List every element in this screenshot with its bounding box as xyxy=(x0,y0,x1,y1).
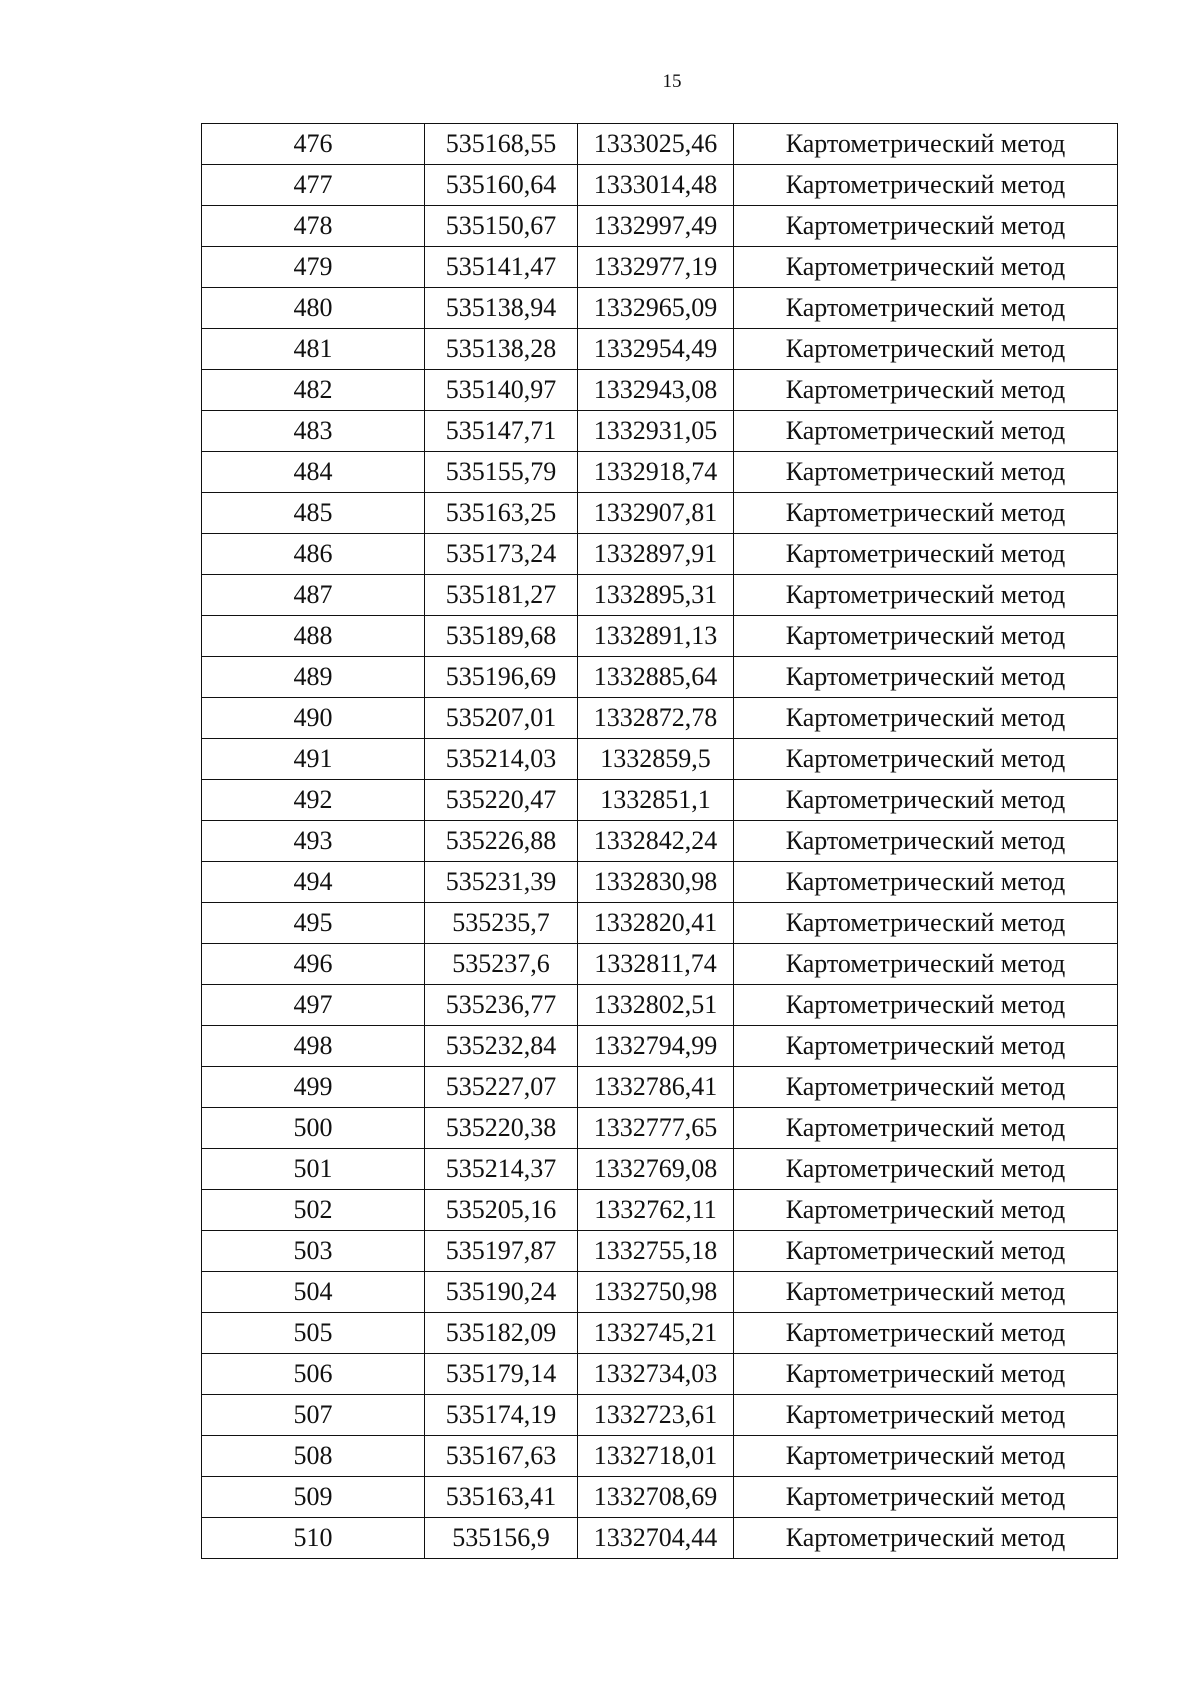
y-coordinate-cell: 1332830,98 xyxy=(578,862,734,903)
table-row xyxy=(202,944,1118,985)
point-number-cell: 477 xyxy=(202,165,425,206)
table-row xyxy=(202,985,1118,1026)
method-cell: Картометрический метод xyxy=(734,124,1118,165)
table-row xyxy=(202,821,1118,862)
x-coordinate-cell: 535141,47 xyxy=(425,247,578,288)
method-cell: Картометрический метод xyxy=(734,370,1118,411)
x-coordinate-cell: 535181,27 xyxy=(425,575,578,616)
x-coordinate-cell: 535168,55 xyxy=(425,124,578,165)
point-number-cell: 476 xyxy=(202,124,425,165)
method-cell: Картометрический метод xyxy=(734,411,1118,452)
point-number-cell: 487 xyxy=(202,575,425,616)
point-number-cell: 494 xyxy=(202,862,425,903)
table-row xyxy=(202,903,1118,944)
y-coordinate-cell: 1332708,69 xyxy=(578,1477,734,1518)
point-number-cell: 502 xyxy=(202,1190,425,1231)
method-cell: Картометрический метод xyxy=(734,452,1118,493)
point-number-cell: 495 xyxy=(202,903,425,944)
x-coordinate-cell: 535163,25 xyxy=(425,493,578,534)
point-number-cell: 501 xyxy=(202,1149,425,1190)
y-coordinate-cell: 1332704,44 xyxy=(578,1518,734,1559)
table-row xyxy=(202,1518,1118,1559)
method-cell: Картометрический метод xyxy=(734,780,1118,821)
point-number-cell: 505 xyxy=(202,1313,425,1354)
x-coordinate-cell: 535237,6 xyxy=(425,944,578,985)
y-coordinate-cell: 1332718,01 xyxy=(578,1436,734,1477)
point-number-cell: 508 xyxy=(202,1436,425,1477)
method-cell: Картометрический метод xyxy=(734,1313,1118,1354)
table-row xyxy=(202,329,1118,370)
x-coordinate-cell: 535226,88 xyxy=(425,821,578,862)
table-row xyxy=(202,1272,1118,1313)
y-coordinate-cell: 1332891,13 xyxy=(578,616,734,657)
x-coordinate-cell: 535138,28 xyxy=(425,329,578,370)
table-row xyxy=(202,1313,1118,1354)
point-number-cell: 498 xyxy=(202,1026,425,1067)
x-coordinate-cell: 535220,38 xyxy=(425,1108,578,1149)
method-cell: Картометрический метод xyxy=(734,1026,1118,1067)
y-coordinate-cell: 1333025,46 xyxy=(578,124,734,165)
method-cell: Картометрический метод xyxy=(734,821,1118,862)
method-cell: Картометрический метод xyxy=(734,1067,1118,1108)
y-coordinate-cell: 1332762,11 xyxy=(578,1190,734,1231)
y-coordinate-cell: 1332755,18 xyxy=(578,1231,734,1272)
table-row xyxy=(202,1231,1118,1272)
point-number-cell: 493 xyxy=(202,821,425,862)
y-coordinate-cell: 1332745,21 xyxy=(578,1313,734,1354)
y-coordinate-cell: 1332786,41 xyxy=(578,1067,734,1108)
point-number-cell: 478 xyxy=(202,206,425,247)
point-number-cell: 499 xyxy=(202,1067,425,1108)
x-coordinate-cell: 535179,14 xyxy=(425,1354,578,1395)
point-number-cell: 507 xyxy=(202,1395,425,1436)
x-coordinate-cell: 535163,41 xyxy=(425,1477,578,1518)
x-coordinate-cell: 535205,16 xyxy=(425,1190,578,1231)
method-cell: Картометрический метод xyxy=(734,1190,1118,1231)
table-row xyxy=(202,1108,1118,1149)
x-coordinate-cell: 535156,9 xyxy=(425,1518,578,1559)
y-coordinate-cell: 1332931,05 xyxy=(578,411,734,452)
method-cell: Картометрический метод xyxy=(734,1354,1118,1395)
y-coordinate-cell: 1332885,64 xyxy=(578,657,734,698)
point-number-cell: 479 xyxy=(202,247,425,288)
y-coordinate-cell: 1332965,09 xyxy=(578,288,734,329)
point-number-cell: 490 xyxy=(202,698,425,739)
method-cell: Картометрический метод xyxy=(734,493,1118,534)
x-coordinate-cell: 535207,01 xyxy=(425,698,578,739)
x-coordinate-cell: 535182,09 xyxy=(425,1313,578,1354)
point-number-cell: 496 xyxy=(202,944,425,985)
y-coordinate-cell: 1332872,78 xyxy=(578,698,734,739)
table-row xyxy=(202,452,1118,493)
x-coordinate-cell: 535196,69 xyxy=(425,657,578,698)
point-number-cell: 481 xyxy=(202,329,425,370)
table-row xyxy=(202,862,1118,903)
point-number-cell: 484 xyxy=(202,452,425,493)
method-cell: Картометрический метод xyxy=(734,944,1118,985)
table-row xyxy=(202,1395,1118,1436)
method-cell: Картометрический метод xyxy=(734,1272,1118,1313)
y-coordinate-cell: 1332811,74 xyxy=(578,944,734,985)
x-coordinate-cell: 535140,97 xyxy=(425,370,578,411)
method-cell: Картометрический метод xyxy=(734,903,1118,944)
y-coordinate-cell: 1332842,24 xyxy=(578,821,734,862)
table-row xyxy=(202,165,1118,206)
x-coordinate-cell: 535138,94 xyxy=(425,288,578,329)
table-row xyxy=(202,1026,1118,1067)
method-cell: Картометрический метод xyxy=(734,1436,1118,1477)
point-number-cell: 491 xyxy=(202,739,425,780)
point-number-cell: 489 xyxy=(202,657,425,698)
x-coordinate-cell: 535197,87 xyxy=(425,1231,578,1272)
table-row xyxy=(202,1190,1118,1231)
method-cell: Картометрический метод xyxy=(734,288,1118,329)
point-number-cell: 488 xyxy=(202,616,425,657)
point-number-cell: 480 xyxy=(202,288,425,329)
table-row xyxy=(202,493,1118,534)
y-coordinate-cell: 1332802,51 xyxy=(578,985,734,1026)
method-cell: Картометрический метод xyxy=(734,616,1118,657)
x-coordinate-cell: 535167,63 xyxy=(425,1436,578,1477)
table-row xyxy=(202,370,1118,411)
y-coordinate-cell: 1332723,61 xyxy=(578,1395,734,1436)
point-number-cell: 500 xyxy=(202,1108,425,1149)
coordinates-table xyxy=(201,123,1118,1559)
table-row xyxy=(202,657,1118,698)
y-coordinate-cell: 1332820,41 xyxy=(578,903,734,944)
x-coordinate-cell: 535214,37 xyxy=(425,1149,578,1190)
table-row xyxy=(202,247,1118,288)
point-number-cell: 503 xyxy=(202,1231,425,1272)
y-coordinate-cell: 1332954,49 xyxy=(578,329,734,370)
table-row xyxy=(202,575,1118,616)
method-cell: Картометрический метод xyxy=(734,575,1118,616)
x-coordinate-cell: 535232,84 xyxy=(425,1026,578,1067)
x-coordinate-cell: 535220,47 xyxy=(425,780,578,821)
x-coordinate-cell: 535227,07 xyxy=(425,1067,578,1108)
y-coordinate-cell: 1332859,5 xyxy=(578,739,734,780)
y-coordinate-cell: 1332943,08 xyxy=(578,370,734,411)
table-row xyxy=(202,1436,1118,1477)
point-number-cell: 483 xyxy=(202,411,425,452)
table-row xyxy=(202,739,1118,780)
table-row xyxy=(202,1067,1118,1108)
table-row xyxy=(202,616,1118,657)
page-number: 15 xyxy=(662,71,682,92)
method-cell: Картометрический метод xyxy=(734,165,1118,206)
y-coordinate-cell: 1332918,74 xyxy=(578,452,734,493)
x-coordinate-cell: 535147,71 xyxy=(425,411,578,452)
point-number-cell: 510 xyxy=(202,1518,425,1559)
y-coordinate-cell: 1333014,48 xyxy=(578,165,734,206)
x-coordinate-cell: 535160,64 xyxy=(425,165,578,206)
y-coordinate-cell: 1332777,65 xyxy=(578,1108,734,1149)
x-coordinate-cell: 535155,79 xyxy=(425,452,578,493)
table-row xyxy=(202,1354,1118,1395)
method-cell: Картометрический метод xyxy=(734,985,1118,1026)
method-cell: Картометрический метод xyxy=(734,862,1118,903)
method-cell: Картометрический метод xyxy=(734,1231,1118,1272)
x-coordinate-cell: 535214,03 xyxy=(425,739,578,780)
table-row xyxy=(202,1149,1118,1190)
y-coordinate-cell: 1332750,98 xyxy=(578,1272,734,1313)
x-coordinate-cell: 535236,77 xyxy=(425,985,578,1026)
method-cell: Картометрический метод xyxy=(734,739,1118,780)
table-row xyxy=(202,411,1118,452)
point-number-cell: 497 xyxy=(202,985,425,1026)
method-cell: Картометрический метод xyxy=(734,329,1118,370)
y-coordinate-cell: 1332977,19 xyxy=(578,247,734,288)
table-row xyxy=(202,780,1118,821)
x-coordinate-cell: 535174,19 xyxy=(425,1395,578,1436)
method-cell: Картометрический метод xyxy=(734,1477,1118,1518)
y-coordinate-cell: 1332851,1 xyxy=(578,780,734,821)
point-number-cell: 485 xyxy=(202,493,425,534)
x-coordinate-cell: 535231,39 xyxy=(425,862,578,903)
method-cell: Картометрический метод xyxy=(734,1518,1118,1559)
point-number-cell: 504 xyxy=(202,1272,425,1313)
y-coordinate-cell: 1332734,03 xyxy=(578,1354,734,1395)
x-coordinate-cell: 535189,68 xyxy=(425,616,578,657)
point-number-cell: 482 xyxy=(202,370,425,411)
method-cell: Картометрический метод xyxy=(734,206,1118,247)
method-cell: Картометрический метод xyxy=(734,247,1118,288)
table-row xyxy=(202,288,1118,329)
table-row xyxy=(202,1477,1118,1518)
point-number-cell: 509 xyxy=(202,1477,425,1518)
x-coordinate-cell: 535190,24 xyxy=(425,1272,578,1313)
method-cell: Картометрический метод xyxy=(734,1149,1118,1190)
table-row xyxy=(202,206,1118,247)
point-number-cell: 506 xyxy=(202,1354,425,1395)
y-coordinate-cell: 1332897,91 xyxy=(578,534,734,575)
y-coordinate-cell: 1332895,31 xyxy=(578,575,734,616)
method-cell: Картометрический метод xyxy=(734,1108,1118,1149)
x-coordinate-cell: 535150,67 xyxy=(425,206,578,247)
y-coordinate-cell: 1332907,81 xyxy=(578,493,734,534)
method-cell: Картометрический метод xyxy=(734,534,1118,575)
table-row xyxy=(202,534,1118,575)
point-number-cell: 492 xyxy=(202,780,425,821)
y-coordinate-cell: 1332997,49 xyxy=(578,206,734,247)
method-cell: Картометрический метод xyxy=(734,1395,1118,1436)
x-coordinate-cell: 535173,24 xyxy=(425,534,578,575)
table-row xyxy=(202,124,1118,165)
point-number-cell: 486 xyxy=(202,534,425,575)
y-coordinate-cell: 1332769,08 xyxy=(578,1149,734,1190)
x-coordinate-cell: 535235,7 xyxy=(425,903,578,944)
method-cell: Картометрический метод xyxy=(734,657,1118,698)
method-cell: Картометрический метод xyxy=(734,698,1118,739)
y-coordinate-cell: 1332794,99 xyxy=(578,1026,734,1067)
table-row xyxy=(202,698,1118,739)
table-body xyxy=(202,124,1118,1559)
